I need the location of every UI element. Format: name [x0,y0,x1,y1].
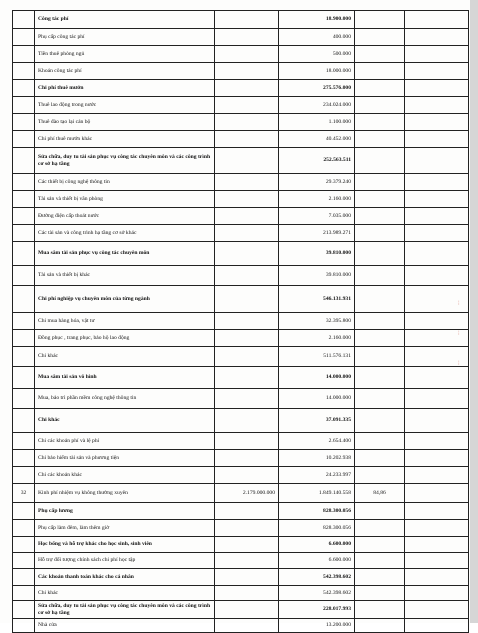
estimate-amount [215,11,279,29]
completion-rate [355,601,405,619]
actual-amount: 546.131.931 [279,286,355,313]
table-row [13,537,469,553]
table-row [13,330,469,347]
table-row [13,63,469,80]
row-number [13,409,35,433]
row-number [13,208,35,225]
estimate-amount [215,242,279,266]
item-name: Chi phí nghiệp vụ chuyên môn của từng ngành [35,286,215,313]
item-name: Các thiết bị công nghệ thông tin [35,174,215,191]
item-name: Phụ cấp công tác phí [35,29,215,46]
completion-rate [355,242,405,266]
item-name: Hỗ trợ đối tượng chính sách chi phí học tập [35,553,215,569]
row-number [13,114,35,131]
completion-rate [355,409,405,433]
note-cell [405,63,469,80]
completion-rate [355,191,405,208]
item-name: Phụ cấp làm đêm, làm thêm giờ [35,520,215,537]
estimate-amount [215,208,279,225]
item-name: Đường điện cấp thoát nước [35,208,215,225]
item-name: Chi mua hàng hóa, vật tư [35,313,215,330]
row-number [13,389,35,409]
row-number [13,330,35,347]
table-row [13,503,469,520]
row-number [13,553,35,569]
actual-amount: 14.000.000 [279,367,355,389]
item-name: Chi phí thuê mướn [35,80,215,97]
estimate-amount [215,286,279,313]
actual-amount: 2.160.000 [279,191,355,208]
actual-amount: 18.900.000 [279,11,355,29]
completion-rate [355,450,405,467]
item-name: Mua sắm tài sản vô hình [35,367,215,389]
item-name: Nhà cửa [35,619,215,633]
actual-amount: 18.000.000 [279,63,355,80]
note-cell [405,266,469,286]
bleed-through-mark: ¦ [458,330,460,336]
note-cell [405,520,469,537]
row-number [13,367,35,389]
estimate-amount [215,569,279,586]
actual-amount: 228.017.993 [279,601,355,619]
completion-rate [355,503,405,520]
row-number [13,286,35,313]
completion-rate [355,389,405,409]
note-cell [405,601,469,619]
item-name: Chi khác [35,586,215,601]
row-number [13,97,35,114]
estimate-amount [215,63,279,80]
table-row [13,484,469,503]
completion-rate [355,619,405,633]
note-cell [405,286,469,313]
completion-rate [355,313,405,330]
item-name: Mua sắm tài sản phục vụ công tác chuyên môn [35,242,215,266]
completion-rate [355,367,405,389]
estimate-amount [215,225,279,242]
note-cell [405,114,469,131]
row-number [13,63,35,80]
row-number [13,80,35,97]
actual-amount: 32.395.800 [279,313,355,330]
note-cell [405,313,469,330]
table-row [13,367,469,389]
completion-rate [355,80,405,97]
estimate-amount [215,29,279,46]
item-name: Thuê đào tạo lại cán bộ [35,114,215,131]
scan-edge-shadow [470,0,478,623]
actual-amount: 542.398.602 [279,586,355,601]
actual-amount: 14.000.000 [279,389,355,409]
row-number [13,467,35,484]
actual-amount: 7.035.000 [279,208,355,225]
actual-amount: 29.379.240 [279,174,355,191]
table-row [13,601,469,619]
estimate-amount [215,131,279,148]
estimate-amount [215,520,279,537]
estimate-amount [215,450,279,467]
row-number [13,242,35,266]
completion-rate [355,537,405,553]
note-cell [405,586,469,601]
row-number [13,225,35,242]
estimate-amount [215,148,279,174]
completion-rate [355,569,405,586]
table-row [13,553,469,569]
note-cell [405,148,469,174]
completion-rate [355,467,405,484]
table-row [13,225,469,242]
item-name: Công tác phí [35,11,215,29]
completion-rate [355,148,405,174]
table-row [13,569,469,586]
actual-amount: 39.810.000 [279,266,355,286]
actual-amount: 6.600.000 [279,537,355,553]
item-name: Tài sản và thiết bị văn phòng [35,191,215,208]
note-cell [405,569,469,586]
row-number [13,266,35,286]
note-cell [405,29,469,46]
note-cell [405,242,469,266]
note-cell [405,619,469,633]
row-number [13,586,35,601]
actual-amount: 511.576.131 [279,347,355,367]
note-cell [405,11,469,29]
table-row [13,450,469,467]
row-number [13,46,35,63]
note-cell [405,131,469,148]
item-name: Chi khác [35,409,215,433]
bleed-through-mark: ¦ [458,300,460,306]
row-number [13,601,35,619]
note-cell [405,46,469,63]
item-name: Sửa chữa, duy tu tài sản phục vụ công tác chuyên môn và các công trình cơ sở hạ tầng [35,601,215,619]
table-row [13,266,469,286]
estimate-amount [215,409,279,433]
item-name: Chi các khoản phí và lệ phí [35,433,215,450]
item-name: Chi các khoản khác [35,467,215,484]
estimate-amount [215,114,279,131]
estimate-amount [215,433,279,450]
note-cell [405,537,469,553]
note-cell [405,389,469,409]
estimate-amount [215,467,279,484]
note-cell [405,467,469,484]
row-number [13,569,35,586]
table-row [13,29,469,46]
estimate-amount [215,537,279,553]
table-row [13,80,469,97]
actual-amount: 2.160.000 [279,330,355,347]
table-row [13,11,469,29]
estimate-amount [215,174,279,191]
note-cell [405,450,469,467]
item-name: Chi phí thuê mướn khác [35,131,215,148]
note-cell [405,174,469,191]
item-name: Sửa chữa, duy tu tài sản phục vụ công tác chuyên môn và các công trình cơ sở hạ tầng [35,148,215,174]
completion-rate [355,553,405,569]
table-row [13,174,469,191]
estimate-amount [215,367,279,389]
actual-amount: 500.000 [279,46,355,63]
actual-amount: 213.989.271 [279,225,355,242]
note-cell [405,80,469,97]
estimate-amount [215,330,279,347]
completion-rate [355,46,405,63]
estimate-amount [215,553,279,569]
actual-amount: 275.576.000 [279,80,355,97]
row-number [13,174,35,191]
note-cell [405,97,469,114]
completion-rate [355,11,405,29]
completion-rate [355,225,405,242]
completion-rate [355,208,405,225]
table-row [13,313,469,330]
table-row [13,389,469,409]
row-number [13,11,35,29]
actual-amount: 13.200.000 [279,619,355,633]
estimate-amount [215,46,279,63]
table-row [13,286,469,313]
completion-rate [355,174,405,191]
row-number [13,191,35,208]
table-row [13,191,469,208]
table-row [13,467,469,484]
actual-amount: 542.398.602 [279,569,355,586]
table-row [13,131,469,148]
item-name: Mua, bảo trì phần mềm công nghệ thông tin [35,389,215,409]
estimate-amount [215,389,279,409]
actual-amount: 39.810.000 [279,242,355,266]
table-row [13,114,469,131]
completion-rate [355,29,405,46]
actual-amount: 10.202.938 [279,450,355,467]
actual-amount: 1.100.000 [279,114,355,131]
note-cell [405,484,469,503]
estimate-amount [215,97,279,114]
item-name: Khoán công tác phí [35,63,215,80]
item-name: Chi bảo hiểm tài sản và phương tiện [35,450,215,467]
actual-amount: 6.600.000 [279,553,355,569]
note-cell [405,553,469,569]
row-number [13,131,35,148]
row-number [13,29,35,46]
budget-table-body [13,11,469,633]
completion-rate [355,97,405,114]
actual-amount: 234.024.000 [279,97,355,114]
row-number [13,433,35,450]
item-name: Tài sản và thiết bị khác [35,266,215,286]
estimate-amount [215,191,279,208]
table-row [13,409,469,433]
item-name: Chi khác [35,347,215,367]
note-cell [405,367,469,389]
completion-rate [355,286,405,313]
completion-rate [355,114,405,131]
row-number [13,503,35,520]
item-name: Các tài sản và công trình hạ tầng cơ sở khác [35,225,215,242]
completion-rate [355,266,405,286]
actual-amount: 40.452.000 [279,131,355,148]
actual-amount: 24.233.997 [279,467,355,484]
actual-amount: 400.000 [279,29,355,46]
actual-amount: 2.654.400 [279,433,355,450]
table-row [13,520,469,537]
table-row [13,208,469,225]
item-name: Thuê lao động trong nước [35,97,215,114]
table-row [13,46,469,63]
estimate-amount [215,313,279,330]
actual-amount: 252.563.511 [279,148,355,174]
estimate-amount [215,503,279,520]
budget-table [12,10,469,633]
completion-rate [355,63,405,80]
row-number [13,313,35,330]
completion-rate [355,586,405,601]
note-cell [405,225,469,242]
row-number [13,520,35,537]
estimate-amount [215,266,279,286]
table-row [13,242,469,266]
table-row [13,148,469,174]
table-row [13,619,469,633]
item-name: Kinh phí nhiệm vụ không thường xuyên [35,484,215,503]
table-row [13,586,469,601]
item-name: Tiền thuê phòng ngủ [35,46,215,63]
note-cell [405,409,469,433]
note-cell [405,208,469,225]
actual-amount: 828.300.056 [279,520,355,537]
table-row [13,97,469,114]
estimate-amount: 2.179.000.000 [215,484,279,503]
item-name: Đồng phục , trang phục, bảo hộ lao động [35,330,215,347]
completion-rate [355,330,405,347]
actual-amount: 1.849.140.558 [279,484,355,503]
completion-rate [355,433,405,450]
table-row [13,433,469,450]
row-number [13,347,35,367]
estimate-amount [215,601,279,619]
completion-rate [355,347,405,367]
completion-rate [355,131,405,148]
completion-rate [355,520,405,537]
note-cell [405,191,469,208]
row-number [13,148,35,174]
completion-rate: 84,86 [355,484,405,503]
row-number [13,537,35,553]
item-name: Phụ cấp lương [35,503,215,520]
row-number [13,450,35,467]
table-row [13,347,469,367]
estimate-amount [215,347,279,367]
bleed-through-mark: ¦ [458,360,460,366]
estimate-amount [215,586,279,601]
row-number: 32 [13,484,35,503]
row-number [13,619,35,633]
estimate-amount [215,80,279,97]
actual-amount: 37.091.335 [279,409,355,433]
item-name: Học bổng và hỗ trợ khác cho học sinh, sinh viên [35,537,215,553]
item-name: Các khoản thanh toán khác cho cá nhân [35,569,215,586]
note-cell [405,433,469,450]
actual-amount: 828.300.056 [279,503,355,520]
note-cell [405,503,469,520]
estimate-amount [215,619,279,633]
